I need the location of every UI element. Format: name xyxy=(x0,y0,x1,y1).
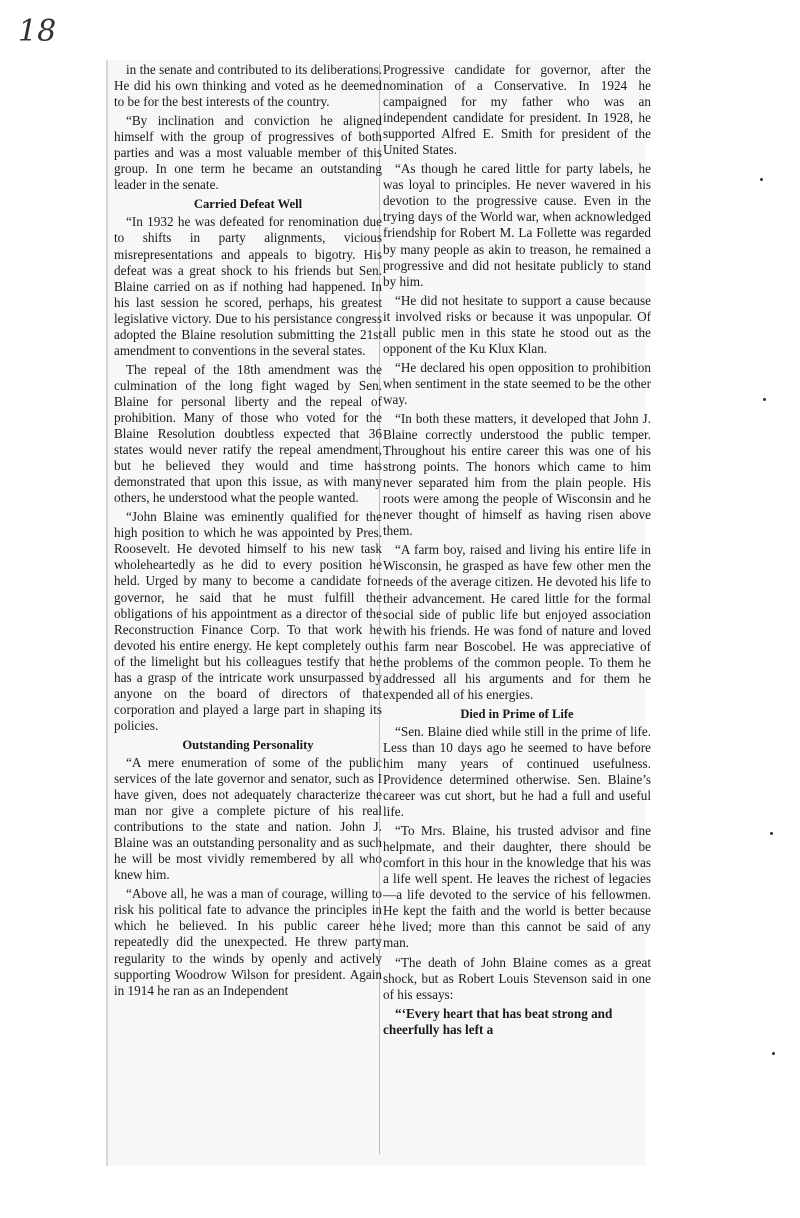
handwritten-page-number: 18 xyxy=(18,14,57,49)
scan-speck xyxy=(772,1052,775,1055)
article-paragraph: in the senate and contributed to its deliberations. He did his own thinking and voted as he deemed to be for the best interests of the country. xyxy=(114,62,382,110)
article-paragraph: “A farm boy, raised and living his entire life in Wisconsin, he grasped as have few other men the needs of the average citizen. He devoted his life to their advancement. He cared little for the formal social side of public life but enjoyed association with his friends. He was fond of nature and loved his farm near Boscobel. He was appreciative of the problems of the common people. To them he addressed all his arguments and for them he expended all of his energies. xyxy=(383,542,651,702)
scan-speck xyxy=(760,178,763,181)
article-paragraph: “Sen. Blaine died while still in the prime of life. Less than 10 days ago he seemed to have before him many years of continued usefulness. Providence determined otherwise. Sen. Blaine’s career was cut short, but he had a full and useful life. xyxy=(383,723,651,820)
quotation-paragraph: “‘Every heart that has beat strong and cheerfully has left a xyxy=(383,1005,613,1037)
article-paragraph: The repeal of the 18th amendment was the culmination of the long fight waged by Sen. Blaine for personal liberty and the repeal of prohibition. Many of those who voted for the Blaine Resolution doubtless expected that 36 states would never ratify the repeal amendment, but he believed they would and time has demonstrated that upon this issue, as with many others, he understood what the people wanted. xyxy=(114,361,382,506)
article-left-column xyxy=(114,62,382,1002)
scan-speck xyxy=(763,398,766,401)
article-paragraph: “The death of John Blaine comes as a great shock, but as Robert Louis Stevenson said in one of his essays: xyxy=(383,954,651,1002)
article-paragraph: “Above all, he was a man of courage, willing to risk his political fate to advance the principles in which he believed. In his public career he repeatedly did the unexpected. He threw party regularity to the winds by openly and actively supporting Woodrow Wilson for president. Again in 1914 he ran as an Independent xyxy=(114,886,382,998)
section-subhead: Carried Defeat Well xyxy=(193,197,303,212)
article-paragraph: “He did not hesitate to support a cause because it involved risks or because it was unpopular. Of all public men in this state he stood out as the opponent of the Ku Klux Klan. xyxy=(383,292,651,356)
article-paragraph: “A mere enumeration of some of the public services of the late governor and senator, such as I have given, does not adequately characterize the man nor give a complete picture of his real contributions to the state and nation. John J. Blaine was an outstanding personality and as such he will be most vividly remembered by all who knew him. xyxy=(114,754,382,883)
section-subhead: Outstanding Personality xyxy=(182,737,314,752)
article-paragraph: “To Mrs. Blaine, his trusted advisor and fine helpmate, and their daughter, there should be comfort in this hour in the knowledge that his was a life well spent. He leaves the richest of legacies—a life devoted to the service of his fellowmen. He kept the faith and the world is better because he lived; more than this cannot be said of any man. xyxy=(383,823,651,951)
section-subhead: Died in Prime of Life xyxy=(460,706,574,721)
article-paragraph: “He declared his open opposition to prohibition when sentiment in the state seemed to be the other way. xyxy=(383,359,651,407)
article-right-column xyxy=(383,62,651,1041)
article-paragraph: Progressive candidate for governor, after the nomination of a Conservative. In 1924 he campaigned for my father who was an independent candidate for president. In 1928, he supported Alfred E. Smith for president of the United States. xyxy=(383,62,651,158)
article-paragraph: “In 1932 he was defeated for renomination due to shifts in party alignments, vicious misrepresentations and appeals to bigotry. His defeat was a great shock to his friends but Sen. Blaine carried on as if nothing had happened. In his last session he scored, perhaps, his greatest legislative victory. Due to his persistance congress adopted the Blaine resolution submitting the 21st amendment to conventions in the several states. xyxy=(114,214,382,358)
article-paragraph: “By inclination and conviction he aligned himself with the group of progressives of both parties and was a most valuable member of this group. In one term he became an outstanding leader in the senate. xyxy=(114,113,382,193)
article-paragraph: “In both these matters, it developed that John J. Blaine correctly understood the public temper. Throughout his entire career this was one of his strong points. The honors which came to him never separated him from the plain people. His roots were among the people of Wisconsin and he never thought of himself as having risen above them. xyxy=(383,410,651,539)
article-paragraph: “As though he cared little for party labels, he was loyal to principles. He never wavered in his devotion to the progressive cause. Even in the trying days of the World war, when acknowledged friendship for Robert M. La Follette was regarded by many people as akin to treason, he remained a progressive and did not hesitate publicly to stand by him. xyxy=(383,161,651,289)
article-paragraph: “John Blaine was eminently qualified for the high position to which he was appointed by Pres. Roosevelt. He devoted himself to his new task wholeheartedly as he did to every position he held. Urged by many to become a candidate for governor, he said that he must fulfill the obligations of his appointment as a director of the Reconstruction Finance Corp. To that work he devoted his entire energy. He kept completely out of the limelight but his colleagues testify that he has a grasp of the intricate work unsurpassed by anyone on the board of directors of that corporation and played a large part in shaping its policies. xyxy=(114,509,382,733)
scan-speck xyxy=(770,832,773,835)
